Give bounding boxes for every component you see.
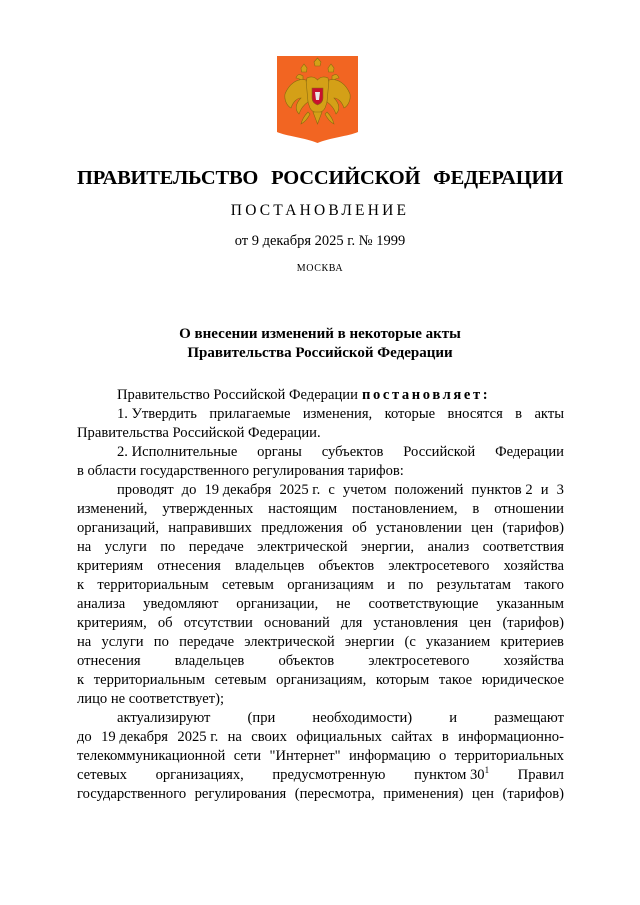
body-word: критериев	[500, 634, 564, 650]
body-word: для	[340, 615, 363, 631]
body-word: (с	[404, 634, 416, 650]
document-body	[77, 386, 564, 804]
body-word-with-footnote	[414, 766, 489, 785]
body-word: своих	[251, 729, 287, 745]
body-word: отнесения	[157, 558, 221, 574]
body-word: органы	[257, 444, 302, 460]
body-word: которым	[375, 672, 430, 688]
body-word: до	[181, 482, 197, 498]
body-word: с	[328, 482, 335, 498]
body-word: услуги	[101, 634, 144, 650]
body-word: объектов	[318, 558, 375, 574]
body-word: проводят	[117, 482, 174, 498]
body-line	[77, 424, 564, 443]
body-word: 2025 г.	[177, 729, 219, 745]
body-word: сети	[233, 748, 262, 764]
body-word: критериям	[77, 558, 144, 574]
body-word: сетевым	[214, 672, 267, 688]
body-word: телекоммуникационной	[77, 748, 226, 764]
body-word: необходимости)	[312, 710, 413, 726]
body-word: Федерации	[495, 444, 564, 460]
body-word: результатам	[436, 577, 512, 593]
body-word: об	[352, 520, 367, 536]
subject-line-1: О внесении изменений в некоторые акты	[179, 326, 461, 342]
body-word: электрической	[257, 539, 348, 555]
body-word: к	[77, 672, 85, 688]
body-word: территориальным	[93, 672, 205, 688]
body-word: электросетевого	[368, 653, 470, 669]
body-word: информацию	[348, 748, 431, 764]
body-word: в	[441, 729, 449, 745]
body-word: об	[157, 615, 173, 631]
body-word: на	[77, 634, 92, 650]
body-word: положений	[394, 482, 464, 498]
body-word: в	[515, 406, 523, 422]
body-word: о	[438, 748, 447, 764]
body-word: организаций,	[77, 520, 159, 536]
body-word: электросетевого	[388, 558, 490, 574]
body-word: изменения,	[302, 406, 373, 422]
body-word: "Интернет"	[269, 748, 341, 764]
body-line	[77, 614, 564, 633]
body-word: отнесения	[77, 653, 141, 669]
body-word: (пересмотра,	[294, 786, 375, 802]
document-subject	[0, 325, 640, 363]
body-word: Правил	[517, 767, 564, 783]
body-line	[77, 481, 564, 500]
body-word: анализ	[427, 539, 470, 555]
body-word: 2. Исполнительные	[117, 444, 238, 460]
body-line	[77, 443, 564, 462]
body-word: организациях,	[155, 767, 244, 783]
body-word: 3	[556, 482, 564, 498]
preamble-line	[77, 386, 564, 405]
body-word: такого	[524, 577, 564, 593]
subject-line-2: Правительства Российской Федерации	[187, 345, 453, 361]
body-word: территориальным	[97, 577, 209, 593]
body-word: регулирования	[194, 786, 287, 802]
body-word: актуализируют	[117, 710, 211, 726]
body-word: энергии,	[360, 539, 415, 555]
body-word: размещают	[494, 710, 564, 726]
body-word: и	[387, 577, 395, 593]
body-word: цен	[471, 520, 494, 536]
body-line	[77, 576, 564, 595]
body-word: предусмотренную	[272, 767, 386, 783]
body-word: такое	[438, 672, 473, 688]
body-word: цен	[469, 615, 492, 631]
body-word: утвержденных	[162, 501, 254, 517]
body-word: уведомляют	[143, 596, 219, 612]
body-word: субъектов	[321, 444, 384, 460]
body-word: хозяйства	[503, 653, 564, 669]
body-word: Российской	[403, 444, 476, 460]
body-line	[77, 690, 564, 709]
body-word: которые	[384, 406, 436, 422]
body-word: предложения	[261, 520, 343, 536]
body-word: электрической	[244, 634, 335, 650]
body-line	[77, 595, 564, 614]
document-type: ПОСТАНОВЛЕНИЕ	[230, 202, 410, 219]
body-word: указанным	[496, 596, 564, 612]
body-word: прилагаемые	[209, 406, 291, 422]
body-line	[77, 766, 564, 785]
body-word: на	[77, 539, 92, 555]
body-word: организациям	[287, 577, 374, 593]
body-word: и	[449, 710, 458, 726]
body-word: не	[336, 596, 351, 612]
body-word: настоящим	[268, 501, 338, 517]
body-line	[77, 405, 564, 424]
body-word: 2025 г.	[279, 482, 321, 498]
body-word: направивших	[168, 520, 252, 536]
body-word: организациям,	[276, 672, 367, 688]
body-word: отсутствии	[183, 615, 253, 631]
body-word: 1. Утвердить	[117, 406, 197, 422]
document-city: МОСКВА	[296, 263, 344, 274]
body-word: анализа	[77, 596, 126, 612]
body-line	[77, 633, 564, 652]
body-word: изменений,	[77, 501, 148, 517]
body-word: (тарифов)	[502, 615, 564, 631]
preamble-text: Правительство Российской Федерации	[117, 387, 358, 403]
body-word: указанием	[426, 634, 491, 650]
body-word: услуги	[104, 539, 147, 555]
body-word: до	[77, 729, 92, 745]
document-date: от 9 декабря 2025 г. № 1999	[234, 233, 406, 249]
body-word: отношении	[494, 501, 564, 517]
body-word: оснований	[263, 615, 330, 631]
body-word: по	[160, 539, 176, 555]
body-line	[77, 709, 564, 728]
body-word: цен	[471, 786, 494, 802]
body-word: пунктов 2	[471, 482, 533, 498]
russian-coat-of-arms-icon	[277, 56, 358, 143]
body-word: официальных	[296, 729, 382, 745]
body-word: информационно-	[458, 729, 564, 745]
body-line	[77, 747, 564, 766]
body-line	[77, 557, 564, 576]
body-word: государственного	[77, 786, 187, 802]
body-word: вносятся	[447, 406, 503, 422]
body-word: сетевым	[222, 577, 274, 593]
body-line	[77, 500, 564, 519]
body-word: по	[153, 634, 169, 650]
body-word: юридическое	[481, 672, 564, 688]
body-word: на	[227, 729, 242, 745]
body-word: передаче	[179, 634, 235, 650]
body-word: владельцев	[174, 653, 245, 669]
body-word: установления	[373, 615, 459, 631]
body-word: (тарифов)	[502, 520, 564, 536]
body-word: в	[472, 501, 480, 517]
body-line	[77, 671, 564, 690]
footnote-mark: 1	[484, 765, 490, 775]
body-word: пунктом 30	[414, 767, 485, 783]
body-word: сайтах	[391, 729, 433, 745]
body-word: критериям,	[77, 615, 147, 631]
body-word: объектов	[278, 653, 335, 669]
body-word: в области государственного регулирования тарифов:	[77, 463, 404, 479]
body-line	[77, 519, 564, 538]
body-word: владельцев	[234, 558, 305, 574]
body-word: территориальных	[454, 748, 564, 764]
body-word: соответствия	[482, 539, 564, 555]
body-word: применения)	[383, 786, 464, 802]
body-word: Правительства Российской Федерации.	[77, 425, 321, 441]
body-word: 19 декабря	[101, 729, 169, 745]
body-line	[77, 652, 564, 671]
body-word: энергии	[344, 634, 395, 650]
body-word: акты	[534, 406, 564, 422]
government-title: ПРАВИТЕЛЬСТВО РОССИЙСКОЙ ФЕДЕРАЦИИ	[77, 167, 563, 189]
body-word: (тарифов)	[502, 786, 564, 802]
body-word: учетом	[342, 482, 387, 498]
body-word: к	[77, 577, 85, 593]
body-line	[77, 785, 564, 804]
body-word: установлении	[376, 520, 462, 536]
body-word: передаче	[188, 539, 244, 555]
body-word: и	[540, 482, 549, 498]
body-word: организации,	[236, 596, 319, 612]
body-word: 19 декабря	[204, 482, 272, 498]
decree-word: постановляет:	[361, 387, 491, 403]
body-word: (при	[247, 710, 276, 726]
body-word: хозяйства	[503, 558, 564, 574]
body-line	[77, 728, 564, 747]
body-line	[77, 538, 564, 557]
body-word: соответствующие	[368, 596, 479, 612]
body-word: сетевых	[77, 767, 127, 783]
body-word: постановлением,	[352, 501, 458, 517]
body-word: лицо не соответствует);	[77, 691, 224, 707]
body-line	[77, 462, 564, 481]
body-word: по	[408, 577, 424, 593]
